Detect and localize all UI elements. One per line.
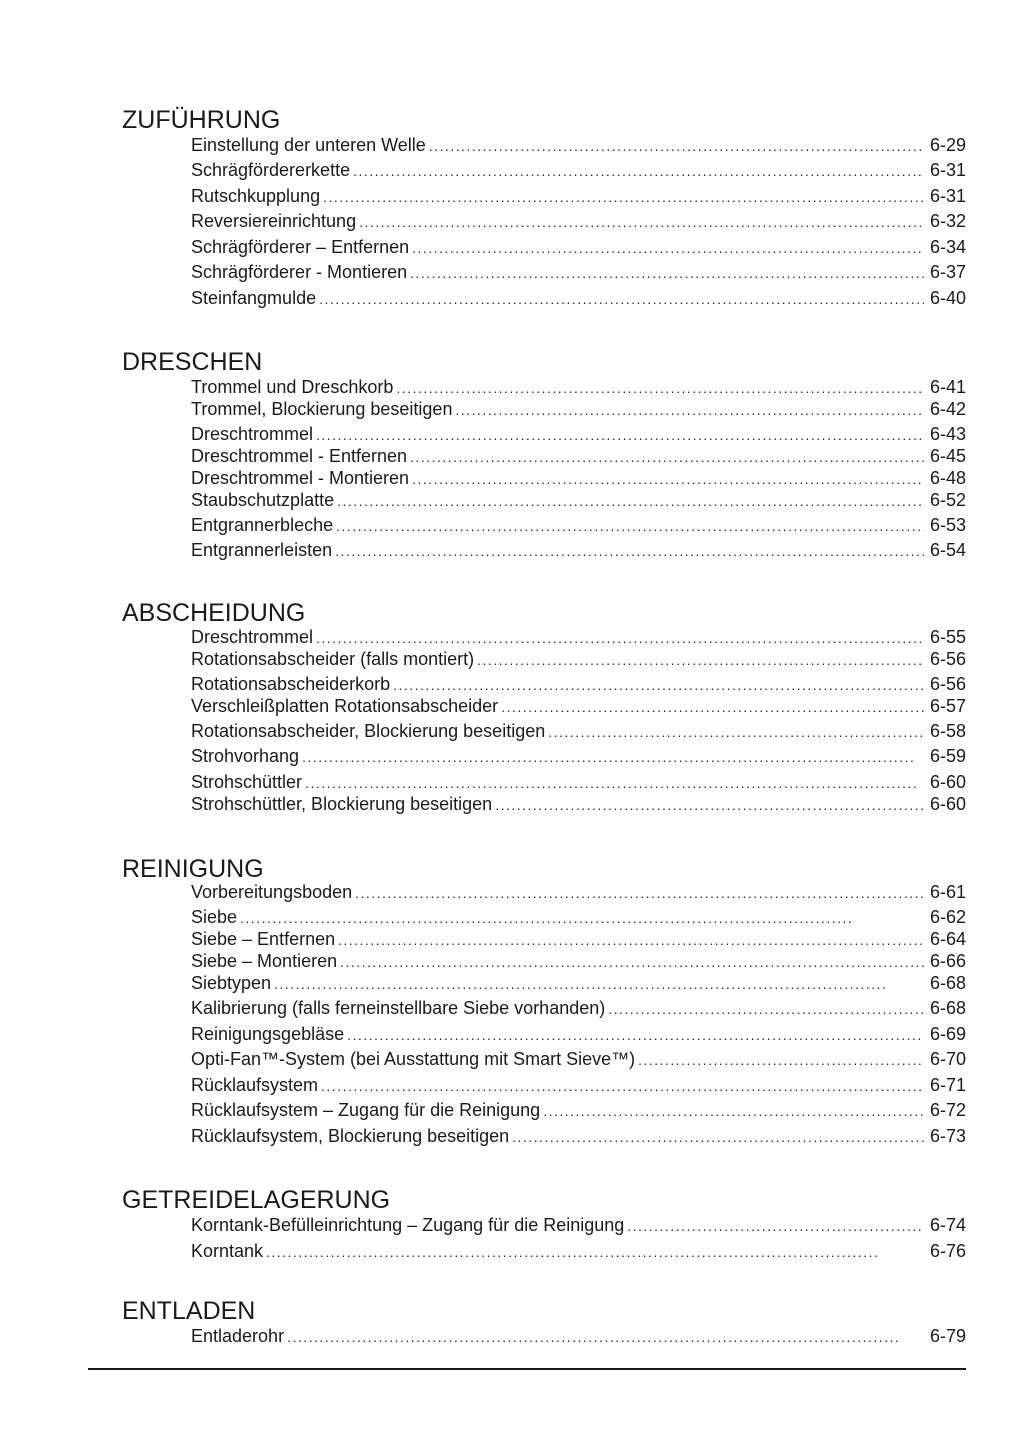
entry-title: Vorbereitungsboden <box>191 882 353 902</box>
toc-entry[interactable] <box>191 134 966 156</box>
entry-title: Rotationsabscheider, Blockierung beseitigen <box>191 721 546 741</box>
dot-leader <box>495 794 924 816</box>
entry-title: Siebe – Entfernen <box>191 929 336 949</box>
toc-entry[interactable] <box>191 1214 966 1236</box>
entry-title: Rotationsabscheider (falls montiert) <box>191 649 475 669</box>
dot-leader <box>347 1024 924 1046</box>
toc-entry[interactable] <box>191 236 966 258</box>
dot-leader <box>608 998 924 1020</box>
toc-entry[interactable] <box>191 648 966 670</box>
toc-entry[interactable] <box>191 1023 966 1045</box>
entry-page-number: 6-37 <box>929 262 966 282</box>
toc-entry[interactable] <box>191 906 966 928</box>
entry-page-number: 6-58 <box>929 721 966 741</box>
dot-leader <box>355 882 924 904</box>
toc-entry[interactable] <box>191 445 966 467</box>
entry-title: Siebtypen <box>191 973 272 993</box>
section-heading: ABSCHEIDUNG <box>122 599 306 627</box>
entry-page-number: 6-68 <box>929 998 966 1018</box>
dot-leader <box>319 288 924 310</box>
dot-leader <box>335 540 924 562</box>
entry-page-number: 6-68 <box>929 973 966 993</box>
toc-entry[interactable] <box>191 1074 966 1096</box>
toc-entry[interactable] <box>191 376 966 398</box>
dot-leader <box>353 160 924 182</box>
dot-leader <box>305 772 924 794</box>
toc-entry[interactable] <box>191 185 966 207</box>
entry-title: Strohvorhang <box>191 746 300 766</box>
entry-title: Dreschtrommel <box>191 627 314 647</box>
entry-title: Strohschüttler, Blockierung beseitigen <box>191 794 493 814</box>
entry-title: Rutschkupplung <box>191 186 321 206</box>
entry-page-number: 6-31 <box>929 186 966 206</box>
entry-page-number: 6-56 <box>929 649 966 669</box>
toc-entry[interactable] <box>191 514 966 536</box>
entry-title: Reversiereinrichtung <box>191 211 357 231</box>
dot-leader <box>287 1326 924 1348</box>
dot-leader <box>410 446 924 468</box>
entry-page-number: 6-52 <box>929 490 966 510</box>
entry-title: Staubschutzplatte <box>191 490 335 510</box>
dot-leader <box>336 515 924 537</box>
toc-entry[interactable] <box>191 1125 966 1147</box>
entry-title: Reinigungsgebläse <box>191 1024 345 1044</box>
entry-page-number: 6-42 <box>929 399 966 419</box>
entry-title: Siebe – Montieren <box>191 951 338 971</box>
toc-entry[interactable] <box>191 793 966 815</box>
dot-leader <box>274 973 924 995</box>
entry-title: Siebe <box>191 907 238 927</box>
toc-entry[interactable] <box>191 398 966 420</box>
toc-entry[interactable] <box>191 423 966 445</box>
dot-leader <box>627 1215 924 1237</box>
toc-entry[interactable] <box>191 1240 966 1262</box>
dot-leader <box>412 468 924 490</box>
section-heading: ZUFÜHRUNG <box>122 106 281 134</box>
entry-title: Trommel, Blockierung beseitigen <box>191 399 453 419</box>
dot-leader <box>338 929 924 951</box>
entry-title: Entladerohr <box>191 1326 285 1346</box>
entry-page-number: 6-41 <box>929 377 966 397</box>
section-heading: DRESCHEN <box>122 348 263 376</box>
entry-page-number: 6-55 <box>929 627 966 647</box>
toc-entry[interactable] <box>191 745 966 767</box>
dot-leader <box>548 721 924 743</box>
dot-leader <box>412 237 924 259</box>
toc-entry[interactable] <box>191 287 966 309</box>
dot-leader <box>337 490 924 512</box>
entry-page-number: 6-66 <box>929 951 966 971</box>
entry-page-number: 6-74 <box>929 1215 966 1235</box>
entry-title: Schrägfördererkette <box>191 160 351 180</box>
toc-entry[interactable] <box>191 210 966 232</box>
entry-page-number: 6-48 <box>929 468 966 488</box>
dot-leader <box>266 1241 924 1263</box>
entry-title: Schrägförderer - Montieren <box>191 262 408 282</box>
toc-entry[interactable] <box>191 950 966 972</box>
entry-page-number: 6-45 <box>929 446 966 466</box>
section-heading: ENTLADEN <box>122 1297 256 1325</box>
toc-entry[interactable] <box>191 771 966 793</box>
entry-page-number: 6-31 <box>929 160 966 180</box>
entry-title: Entgrannerleisten <box>191 540 333 560</box>
bottom-divider <box>88 1368 966 1370</box>
dot-leader <box>638 1049 924 1071</box>
entry-page-number: 6-62 <box>929 907 966 927</box>
entry-page-number: 6-60 <box>929 794 966 814</box>
toc-entry[interactable] <box>191 695 966 717</box>
dot-leader <box>321 1075 924 1097</box>
entry-page-number: 6-29 <box>929 135 966 155</box>
entry-title: Rücklaufsystem, Blockierung beseitigen <box>191 1126 510 1146</box>
toc-entry[interactable] <box>191 626 966 648</box>
entry-page-number: 6-70 <box>929 1049 966 1069</box>
entry-title: Dreschtrommel - Montieren <box>191 468 410 488</box>
dot-leader <box>340 951 924 973</box>
entry-page-number: 6-32 <box>929 211 966 231</box>
entry-title: Schrägförderer – Entfernen <box>191 237 410 257</box>
section-heading: GETREIDELAGERUNG <box>122 1186 391 1214</box>
toc-entry[interactable] <box>191 467 966 489</box>
toc-entry[interactable] <box>191 539 966 561</box>
entry-title: Dreschtrommel - Entfernen <box>191 446 408 466</box>
toc-entry[interactable] <box>191 489 966 511</box>
dot-leader <box>429 135 924 157</box>
entry-page-number: 6-43 <box>929 424 966 444</box>
entry-page-number: 6-57 <box>929 696 966 716</box>
entry-page-number: 6-69 <box>929 1024 966 1044</box>
dot-leader <box>302 746 924 768</box>
dot-leader <box>393 674 924 696</box>
entry-title: Strohschüttler <box>191 772 303 792</box>
entry-title: Rotationsabscheiderkorb <box>191 674 391 694</box>
toc-entry[interactable] <box>191 881 966 903</box>
entry-page-number: 6-34 <box>929 237 966 257</box>
toc-entry[interactable] <box>191 928 966 950</box>
dot-leader <box>396 377 924 399</box>
dot-leader <box>501 696 924 718</box>
entry-title: Korntank-Befülleinrichtung – Zugang für die Reinigung <box>191 1215 625 1235</box>
entry-title: Steinfangmulde <box>191 288 317 308</box>
entry-page-number: 6-72 <box>929 1100 966 1120</box>
entry-page-number: 6-64 <box>929 929 966 949</box>
entry-title: Korntank <box>191 1241 264 1261</box>
entry-title: Entgrannerbleche <box>191 515 334 535</box>
entry-page-number: 6-76 <box>929 1241 966 1261</box>
toc-entry[interactable] <box>191 261 966 283</box>
entry-page-number: 6-73 <box>929 1126 966 1146</box>
section-heading: REINIGUNG <box>122 855 264 883</box>
entry-page-number: 6-60 <box>929 772 966 792</box>
dot-leader <box>240 907 924 929</box>
entry-page-number: 6-54 <box>929 540 966 560</box>
dot-leader <box>316 424 924 446</box>
entry-page-number: 6-53 <box>929 515 966 535</box>
dot-leader <box>512 1126 924 1148</box>
dot-leader <box>410 262 924 284</box>
dot-leader <box>323 186 924 208</box>
toc-entry[interactable] <box>191 159 966 181</box>
entry-page-number: 6-59 <box>929 746 966 766</box>
entry-title: Opti-Fan™-System (bei Ausstattung mit Smart Sieve™) <box>191 1049 636 1069</box>
dot-leader <box>316 627 924 649</box>
dot-leader <box>477 649 924 671</box>
dot-leader <box>543 1100 924 1122</box>
entry-title: Trommel und Dreschkorb <box>191 377 394 397</box>
entry-page-number: 6-61 <box>929 882 966 902</box>
toc-entry[interactable] <box>191 997 966 1019</box>
entry-title: Kalibrierung (falls ferneinstellbare Siebe vorhanden) <box>191 998 606 1018</box>
entry-title: Rücklaufsystem <box>191 1075 319 1095</box>
entry-page-number: 6-71 <box>929 1075 966 1095</box>
entry-title: Rücklaufsystem – Zugang für die Reinigung <box>191 1100 541 1120</box>
dot-leader <box>359 211 924 233</box>
toc-entry[interactable] <box>191 1048 966 1070</box>
entry-page-number: 6-79 <box>929 1326 966 1346</box>
entry-title: Einstellung der unteren Welle <box>191 135 426 155</box>
entry-title: Dreschtrommel <box>191 424 314 444</box>
toc-entry[interactable] <box>191 720 966 742</box>
dot-leader <box>455 399 924 421</box>
toc-entry[interactable] <box>191 1099 966 1121</box>
toc-entry[interactable] <box>191 1325 966 1347</box>
toc-entry[interactable] <box>191 673 966 695</box>
entry-page-number: 6-40 <box>929 288 966 308</box>
toc-entry[interactable] <box>191 972 966 994</box>
entry-title: Verschleißplatten Rotationsabscheider <box>191 696 499 716</box>
entry-page-number: 6-56 <box>929 674 966 694</box>
